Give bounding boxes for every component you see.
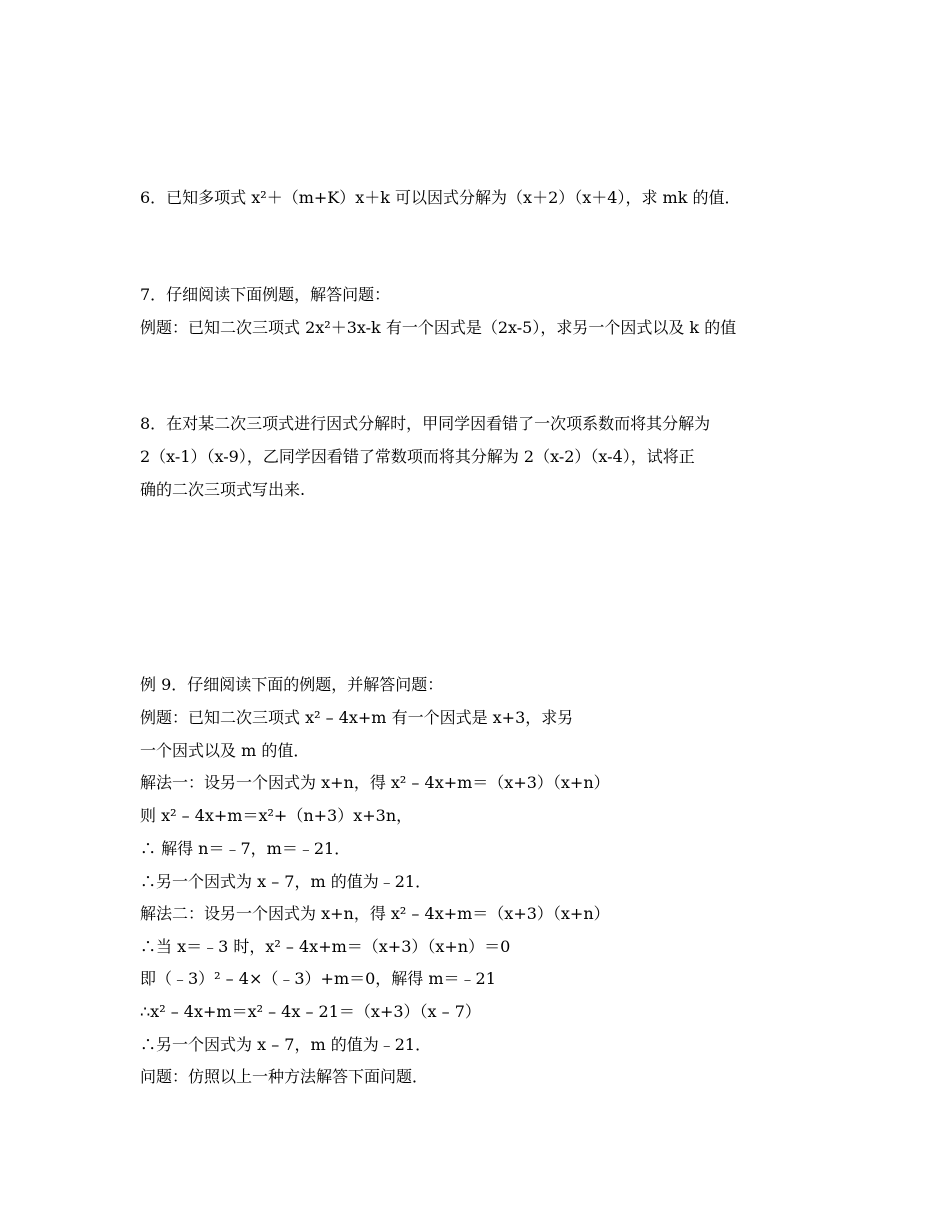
question-7-title: 7．仔细阅读下面例题，解答问题： — [140, 285, 391, 304]
example-9-title: 例 9．仔细阅读下面的例题，并解答问题： — [140, 675, 444, 694]
solution-1-line-3: ∴ 解得 n＝﹣7，m＝﹣21． — [140, 839, 351, 858]
question-8-line-1: 8．在对某二次三项式进行因式分解时，甲同学因看错了一次项系数而将其分解为 — [140, 414, 711, 433]
question-8-line-3: 确的二次三项式写出来. — [140, 480, 306, 499]
solution-2-line-5: ∴另一个因式为 x – 7，m 的值为﹣21． — [140, 1035, 432, 1054]
question-8-line-2: 2（x-1）（x-9），乙同学因看错了常数项而将其分解为 2（x-2）（x-4），试将正 — [140, 447, 695, 466]
problem-prompt: 问题：仿照以上一种方法解答下面问题． — [140, 1067, 429, 1086]
solution-2-line-2: ∴当 x＝﹣3 时，x² – 4x+m＝（x+3）（x+n）＝0 — [140, 937, 511, 956]
solution-2-line-4: ∴x² – 4x+m＝x² – 4x – 21＝（x+3）（x – 7） — [140, 1002, 481, 1021]
solution-1-line-1: 解法一：设另一个因式为 x+n，得 x² – 4x+m＝（x+3）（x+n） — [140, 773, 610, 792]
question-7-example: 例题：已知二次三项式 2x²＋3x-k 有一个因式是（2x-5），求另一个因式以及 k 的值 — [140, 318, 737, 337]
solution-1-line-4: ∴另一个因式为 x – 7，m 的值为﹣21． — [140, 872, 432, 891]
solution-2-line-3: 即（﹣3）² – 4×（﹣3）+m＝0，解得 m＝﹣21 — [140, 969, 496, 988]
example-9-line-3: 一个因式以及 m 的值． — [140, 741, 310, 760]
solution-1-line-2: 则 x² – 4x+m＝x²+（n+3）x+3n， — [140, 806, 413, 825]
solution-2-line-1: 解法二：设另一个因式为 x+n，得 x² – 4x+m＝（x+3）（x+n） — [140, 904, 610, 923]
question-6-text: 6．已知多项式 x²＋（m+K）x＋k 可以因式分解为（x＋2）（x＋4），求 mk 的值． — [140, 188, 741, 207]
example-9-line-2: 例题：已知二次三项式 x² – 4x+m 有一个因式是 x+3，求另 — [140, 708, 574, 727]
